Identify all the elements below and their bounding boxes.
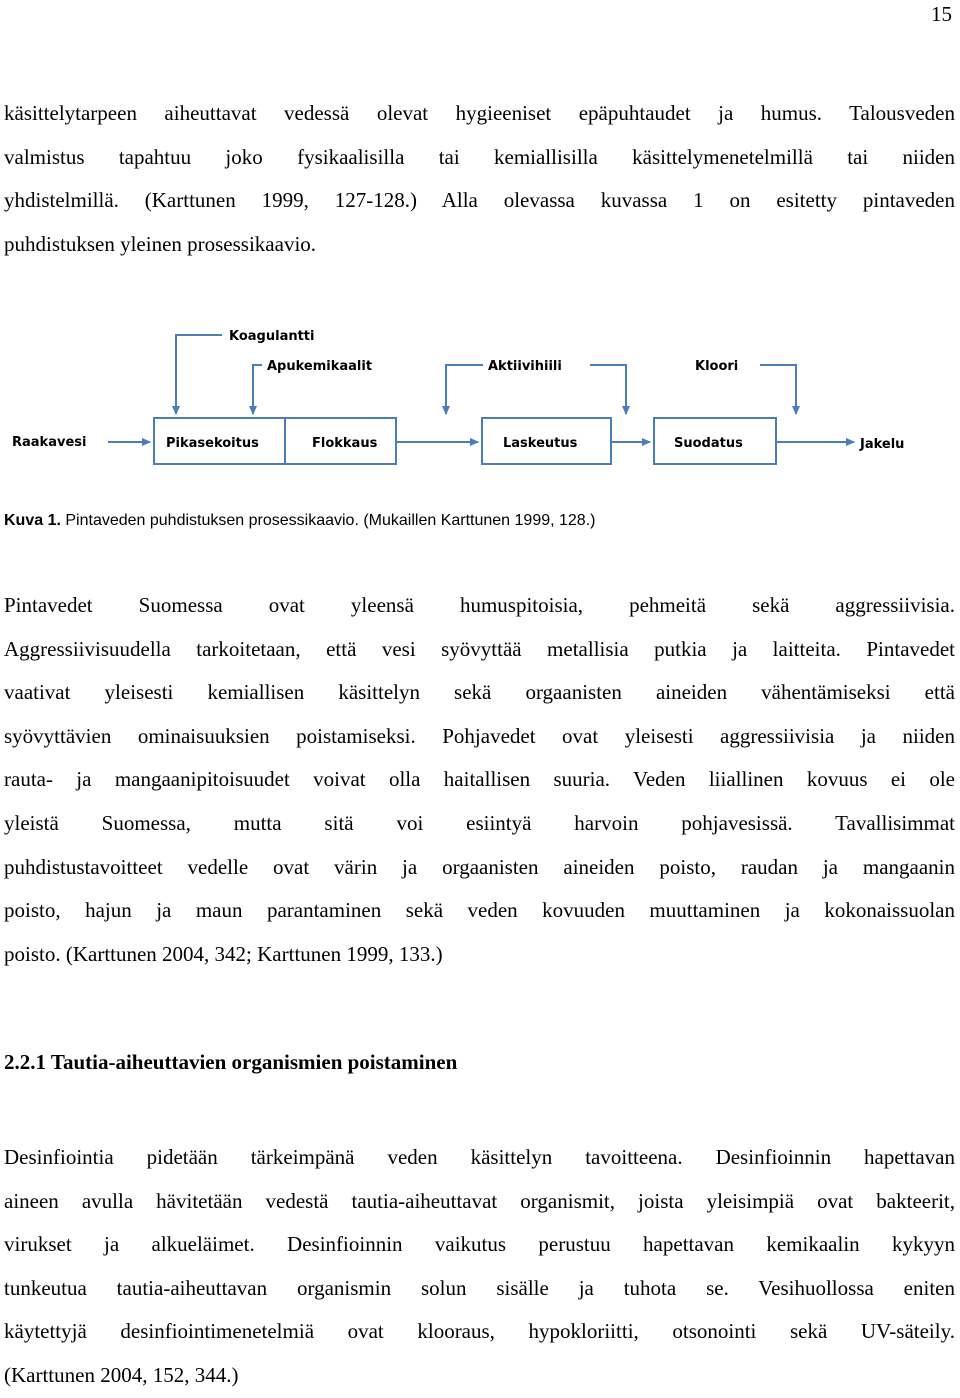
paragraph-disinfection — [4, 1136, 955, 1398]
input-label-raakavesi: Raakavesi — [12, 435, 87, 450]
paragraph-line: poisto, hajun ja maun parantaminen sekä veden kovuuden muuttaminen ja kokonaissuolan — [4, 898, 955, 923]
stage-label-laskeutus: Laskeutus — [503, 436, 578, 451]
paragraph-line: virukset ja alkueläimet. Desinfioinnin vaikutus perustuu hapettavan kemikaalin kykyyn — [4, 1232, 955, 1257]
stage-label-flokkaus: Flokkaus — [312, 436, 378, 451]
process-flow-diagram — [0, 310, 960, 470]
paragraph-intro — [4, 92, 955, 266]
kloori-feed-line — [760, 365, 796, 414]
paragraph-line: valmistus tapahtuu joko fysikaalisilla tai kemiallisilla käsittelymenetelmillä tai niiden — [4, 144, 955, 169]
paragraph-line: käsittelytarpeen aiheuttavat vedessä olevat hygieeniset epäpuhtaudet ja humus. Talousveden — [4, 101, 955, 125]
paragraph-line: syövyttävien ominaisuuksien poistamiseksi. Pohjavedet ovat yleisesti aggressiivisia ja niiden — [4, 723, 955, 748]
chemical-label-koagulantti: Koagulantti — [229, 329, 315, 344]
paragraph-line: rauta- ja mangaanipitoisuudet voivat olla haitallisen suuria. Veden liiallinen kovuus ei ole — [4, 767, 955, 792]
paragraph-line: Aggressiivisuudella tarkoitetaan, että vesi syövyttää metallisia putkia ja laitteita. Pintavedet — [4, 636, 955, 661]
paragraph-line: Desinfiointia pidetään tärkeimpänä veden käsittelyn tavoitteena. Desinfioinnin hapettavan — [4, 1145, 955, 1169]
caption-text: Pintaveden puhdistuksen prosessikaavio. (Mukaillen Karttunen 1999, 128.) — [60, 512, 596, 529]
paragraph-line: yhdistelmillä. (Karttunen 1999, 127-128.) Alla olevassa kuvassa 1 on esitetty pintaveden — [4, 188, 955, 213]
paragraph-line: (Karttunen 2004, 152, 344.) — [4, 1362, 239, 1387]
paragraph-line: puhdistuksen yleinen prosessikaavio. — [4, 231, 317, 256]
aktiivihiili-feed-line-right — [590, 365, 626, 414]
paragraph-line: puhdistustavoitteet vedelle ovat värin ja orgaanisten aineiden poisto, raudan ja mangaanin — [4, 854, 955, 879]
paragraph-surface-water — [4, 584, 955, 976]
page-number: 15 — [931, 2, 952, 26]
caption-label: Kuva 1. — [4, 512, 61, 529]
apukemikaalit-feed-line — [253, 365, 262, 414]
stage-label-pikasekoitus: Pikasekoitus — [166, 436, 259, 451]
paragraph-line: käytettyjä desinfiointimenetelmiä ovat klooraus, hypokloriitti, otsonointi sekä UV-säteily. — [4, 1319, 955, 1344]
paragraph-line: Pintavedet Suomessa ovat yleensä humuspitoisia, pehmeitä sekä aggressiivisia. — [4, 593, 955, 617]
paragraph-line: tunkeutua tautia-aiheuttavan organismin solun sisälle ja tuhota se. Vesihuollossa eniten — [4, 1275, 955, 1300]
paragraph-line: vaativat yleisesti kemiallisen käsittelyn sekä orgaanisten aineiden vähentämiseksi että — [4, 680, 955, 705]
koagulantti-feed-line — [176, 335, 222, 414]
chemical-label-kloori: Kloori — [695, 359, 739, 374]
paragraph-line: aineen avulla hävitetään vedestä tautia-aiheuttavat organismit, joista yleisimpiä ovat bakteerit, — [4, 1188, 955, 1213]
chemical-label-apukemikaalit: Apukemikaalit — [267, 359, 373, 374]
figure-caption — [4, 512, 595, 530]
paragraph-line: poisto. (Karttunen 2004, 342; Karttunen 1999, 133.) — [4, 941, 443, 966]
stage-label-suodatus: Suodatus — [674, 436, 743, 451]
section-heading: 2.2.1 Tautia-aiheuttavien organismien poistaminen — [4, 1050, 458, 1074]
paragraph-line: yleistä Suomessa, mutta sitä voi esiintyä harvoin pohjavesissä. Tavallisimmat — [4, 810, 955, 835]
aktiivihiili-feed-line — [446, 365, 483, 414]
chemical-label-aktiivihiili: Aktiivihiili — [488, 359, 562, 374]
output-label-jakelu: Jakelu — [860, 437, 905, 452]
